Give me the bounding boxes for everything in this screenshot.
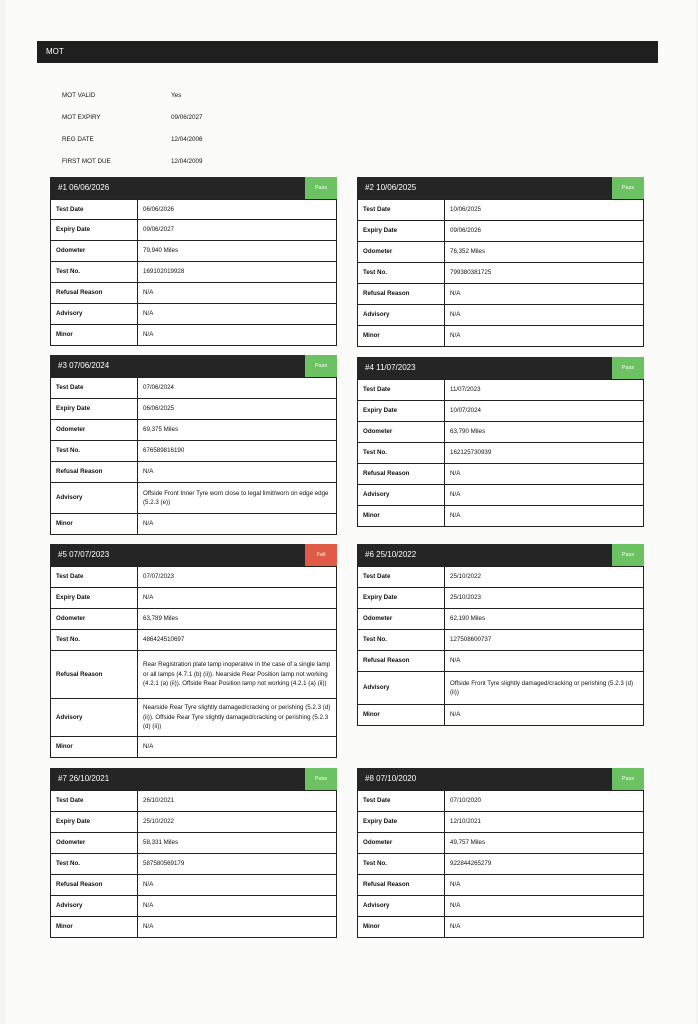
- field-label: Advisory: [358, 672, 445, 705]
- mot-test-title: #2 10/06/2025: [365, 183, 417, 192]
- summary-label: FIRST MOT DUE: [62, 157, 111, 165]
- field-label: Test No.: [358, 630, 445, 651]
- field-label: Expiry Date: [51, 399, 138, 420]
- row-test-date: [358, 567, 644, 588]
- field-value: N/A: [445, 896, 644, 917]
- field-label: Expiry Date: [358, 812, 445, 833]
- mot-test-details-table: [357, 379, 644, 527]
- section-header-mot: [37, 41, 658, 63]
- field-value: N/A: [445, 875, 644, 896]
- field-label: Minor: [358, 705, 445, 726]
- field-value: 11/07/2023: [445, 380, 644, 401]
- field-value: 49,757 Miles: [445, 833, 644, 854]
- field-value: 676589816190: [138, 441, 337, 462]
- row-test-date: [51, 378, 337, 399]
- mot-test-title: #3 07/06/2024: [58, 361, 110, 370]
- mot-test-header: [357, 544, 644, 566]
- field-label: Refusal Reason: [51, 651, 138, 699]
- row-test-date: [51, 791, 337, 812]
- field-label: Advisory: [51, 483, 138, 514]
- row-minor: [358, 506, 644, 527]
- summary-label: MOT VALID: [62, 91, 96, 99]
- row-test-date: [51, 200, 337, 220]
- field-label: Test Date: [358, 791, 445, 812]
- field-label: Minor: [51, 737, 138, 758]
- row-advisory: [51, 896, 337, 917]
- summary-label: REG DATE: [62, 135, 94, 143]
- field-label: Refusal Reason: [51, 283, 138, 304]
- field-value: 06/06/2025: [138, 399, 337, 420]
- row-minor: [358, 917, 644, 938]
- mot-test-header: [50, 177, 337, 199]
- field-label: Refusal Reason: [51, 462, 138, 483]
- row-odometer: [51, 609, 337, 630]
- row-odometer: [358, 833, 644, 854]
- field-label: Test No.: [51, 854, 138, 875]
- field-label: Odometer: [358, 422, 445, 443]
- field-label: Odometer: [358, 833, 445, 854]
- field-value: N/A: [445, 917, 644, 938]
- row-advisory: [51, 699, 337, 737]
- row-minor: [51, 917, 337, 938]
- result-badge: Pass: [305, 177, 337, 199]
- summary-value: Yes: [171, 91, 182, 99]
- field-label: Advisory: [358, 896, 445, 917]
- mot-test-header: [357, 177, 644, 199]
- field-label: Test No.: [358, 263, 445, 284]
- row-odometer: [51, 833, 337, 854]
- row-refusal-reason: [358, 875, 644, 896]
- result-badge: Pass: [305, 355, 337, 377]
- row-test-date: [358, 791, 644, 812]
- field-value: 922844265279: [445, 854, 644, 875]
- field-label: Test Date: [51, 378, 138, 399]
- field-value: N/A: [445, 485, 644, 506]
- row-odometer: [358, 609, 644, 630]
- row-test-date: [51, 567, 337, 588]
- field-value: 62,190 Miles: [445, 609, 644, 630]
- summary-value: 12/04/2006: [171, 135, 203, 143]
- summary-row-mot-valid: [56, 84, 316, 106]
- row-expiry-date: [358, 812, 644, 833]
- field-value: Offside Front Inner Tyre worn close to legal limit/worn on edge edge (5.2.3 (e)): [138, 483, 337, 514]
- field-label: Test Date: [51, 791, 138, 812]
- field-value: N/A: [138, 875, 337, 896]
- field-label: Advisory: [51, 896, 138, 917]
- field-value: N/A: [445, 705, 644, 726]
- field-value: 25/10/2023: [445, 588, 644, 609]
- mot-test-title: #6 25/10/2022: [365, 550, 417, 559]
- result-badge: Pass: [612, 768, 644, 790]
- field-value: 63,790 Miles: [445, 422, 644, 443]
- mot-test-header: [50, 768, 337, 790]
- field-value: 06/06/2026: [138, 200, 337, 220]
- field-value: 58,331 Miles: [138, 833, 337, 854]
- row-minor: [358, 326, 644, 347]
- field-label: Minor: [358, 506, 445, 527]
- field-value: N/A: [138, 514, 337, 535]
- row-advisory: [51, 483, 337, 514]
- field-label: Advisory: [51, 304, 138, 325]
- row-refusal-reason: [358, 651, 644, 672]
- field-label: Expiry Date: [51, 220, 138, 241]
- mot-test-card: [50, 544, 337, 758]
- mot-test-title: #8 07/10/2020: [365, 774, 417, 783]
- mot-test-details-table: [357, 199, 644, 347]
- field-label: Test No.: [51, 630, 138, 651]
- row-expiry-date: [358, 588, 644, 609]
- row-advisory: [358, 485, 644, 506]
- row-test-date: [358, 200, 644, 221]
- row-advisory: [358, 305, 644, 326]
- summary-row-mot-expiry: [56, 106, 316, 128]
- mot-test-card: [50, 355, 337, 535]
- field-label: Minor: [51, 514, 138, 535]
- field-value: N/A: [138, 283, 337, 304]
- field-label: Test No.: [51, 441, 138, 462]
- result-badge: Fail: [305, 544, 337, 566]
- row-test-no: [51, 854, 337, 875]
- section-title: MOT: [46, 47, 64, 56]
- mot-test-card: [357, 768, 644, 938]
- field-value: N/A: [138, 462, 337, 483]
- result-badge: Pass: [612, 177, 644, 199]
- field-label: Expiry Date: [358, 221, 445, 242]
- mot-test-details-table: [50, 199, 337, 346]
- row-test-no: [358, 854, 644, 875]
- row-expiry-date: [51, 812, 337, 833]
- field-label: Refusal Reason: [358, 651, 445, 672]
- field-value: N/A: [138, 325, 337, 346]
- row-minor: [358, 705, 644, 726]
- field-value: 587580569179: [138, 854, 337, 875]
- field-label: Odometer: [51, 609, 138, 630]
- field-value: N/A: [138, 304, 337, 325]
- field-value: 79,940 Miles: [138, 241, 337, 262]
- field-value: 26/10/2021: [138, 791, 337, 812]
- row-odometer: [358, 242, 644, 263]
- row-expiry-date: [51, 399, 337, 420]
- row-refusal-reason: [358, 284, 644, 305]
- field-value: N/A: [138, 917, 337, 938]
- field-value: 799380381725: [445, 263, 644, 284]
- row-advisory: [51, 304, 337, 325]
- field-value: 10/07/2024: [445, 401, 644, 422]
- field-label: Minor: [358, 326, 445, 347]
- field-label: Minor: [51, 325, 138, 346]
- row-test-no: [358, 443, 644, 464]
- row-odometer: [358, 422, 644, 443]
- field-label: Expiry Date: [51, 588, 138, 609]
- mot-test-details-table: [357, 566, 644, 726]
- field-value: N/A: [445, 464, 644, 485]
- row-expiry-date: [51, 220, 337, 241]
- summary-label: MOT EXPIRY: [62, 113, 101, 121]
- mot-test-card: [357, 544, 644, 726]
- field-value: 25/10/2022: [445, 567, 644, 588]
- field-label: Expiry Date: [358, 401, 445, 422]
- row-test-no: [51, 262, 337, 283]
- field-value: N/A: [445, 305, 644, 326]
- field-label: Test Date: [51, 567, 138, 588]
- field-value: Nearside Rear Tyre slightly damaged/cracking or perishing (5.2.3 (d) (ii)). Offside Rear Tyre slightly damaged/cracking or perishing (5.2.3 (d) (ii)): [138, 699, 337, 737]
- row-advisory: [358, 896, 644, 917]
- row-test-no: [51, 441, 337, 462]
- field-label: Test Date: [358, 567, 445, 588]
- summary-row-first-mot-due: [56, 150, 316, 172]
- field-label: Refusal Reason: [358, 284, 445, 305]
- field-label: Expiry Date: [358, 588, 445, 609]
- mot-test-card: [357, 177, 644, 347]
- mot-test-title: #1 06/06/2026: [58, 183, 110, 192]
- field-label: Minor: [358, 917, 445, 938]
- field-value: 10/06/2025: [445, 200, 644, 221]
- row-test-no: [358, 263, 644, 284]
- summary-value: 09/06/2027: [171, 113, 203, 121]
- field-value: N/A: [138, 737, 337, 758]
- row-minor: [51, 737, 337, 758]
- summary-value: 12/04/2009: [171, 157, 203, 165]
- field-label: Test Date: [358, 200, 445, 221]
- row-minor: [51, 325, 337, 346]
- mot-test-card: [357, 357, 644, 527]
- field-value: Offside Front Tyre slightly damaged/cracking or perishing (5.2.3 (d) (ii)): [445, 672, 644, 705]
- row-refusal-reason: [51, 462, 337, 483]
- field-label: Advisory: [358, 485, 445, 506]
- mot-test-card: [50, 177, 337, 346]
- mot-test-header: [357, 768, 644, 790]
- mot-summary-table: [56, 84, 316, 172]
- mot-test-details-table: [50, 566, 337, 758]
- mot-test-details-table: [50, 377, 337, 535]
- row-expiry-date: [51, 588, 337, 609]
- mot-test-title: #4 11/07/2023: [365, 363, 416, 372]
- field-label: Refusal Reason: [358, 875, 445, 896]
- row-test-no: [51, 630, 337, 651]
- field-value: 76,352 Miles: [445, 242, 644, 263]
- mot-test-title: #5 07/07/2023: [58, 550, 110, 559]
- field-value: N/A: [138, 896, 337, 917]
- field-label: Odometer: [51, 241, 138, 262]
- field-value: 09/06/2027: [138, 220, 337, 241]
- field-label: Test Date: [51, 200, 138, 220]
- field-value: 169102019928: [138, 262, 337, 283]
- result-badge: Pass: [612, 357, 644, 379]
- field-value: Rear Registration plate lamp inoperative in the case of a single lamp or all lamps (4.7.1 (b) (ii)). Nearside Rear Position lamp not working (4.2.1 (a) (ii)). Offside Rear Position lamp not working (4.2.1 (a) (ii)): [138, 651, 337, 699]
- row-refusal-reason: [51, 283, 337, 304]
- field-value: N/A: [445, 326, 644, 347]
- field-label: Refusal Reason: [358, 464, 445, 485]
- mot-test-details-table: [50, 790, 337, 938]
- row-odometer: [51, 241, 337, 262]
- field-value: 63,789 Miles: [138, 609, 337, 630]
- field-label: Test Date: [358, 380, 445, 401]
- row-expiry-date: [358, 221, 644, 242]
- field-value: 486424510697: [138, 630, 337, 651]
- row-refusal-reason: [51, 651, 337, 699]
- field-label: Expiry Date: [51, 812, 138, 833]
- field-value: N/A: [445, 506, 644, 527]
- field-label: Test No.: [51, 262, 138, 283]
- field-label: Odometer: [51, 420, 138, 441]
- field-value: 127508600737: [445, 630, 644, 651]
- field-value: 69,375 Miles: [138, 420, 337, 441]
- row-odometer: [51, 420, 337, 441]
- mot-test-title: #7 26/10/2021: [58, 774, 110, 783]
- field-label: Advisory: [51, 699, 138, 737]
- field-value: N/A: [138, 588, 337, 609]
- mot-test-details-table: [357, 790, 644, 938]
- row-refusal-reason: [51, 875, 337, 896]
- row-test-date: [358, 380, 644, 401]
- field-label: Minor: [51, 917, 138, 938]
- mot-test-header: [357, 357, 644, 379]
- result-badge: Pass: [612, 544, 644, 566]
- row-test-no: [358, 630, 644, 651]
- field-value: 07/06/2024: [138, 378, 337, 399]
- field-label: Odometer: [358, 242, 445, 263]
- field-label: Odometer: [51, 833, 138, 854]
- field-label: Test No.: [358, 443, 445, 464]
- field-value: 07/10/2020: [445, 791, 644, 812]
- field-value: N/A: [445, 284, 644, 305]
- field-value: 162125730939: [445, 443, 644, 464]
- row-expiry-date: [358, 401, 644, 422]
- field-label: Refusal Reason: [51, 875, 138, 896]
- result-badge: Pass: [305, 768, 337, 790]
- mot-test-card: [50, 768, 337, 938]
- row-advisory: [358, 672, 644, 705]
- field-value: N/A: [445, 651, 644, 672]
- field-label: Advisory: [358, 305, 445, 326]
- row-minor: [51, 514, 337, 535]
- field-value: 07/07/2023: [138, 567, 337, 588]
- mot-test-header: [50, 355, 337, 377]
- row-refusal-reason: [358, 464, 644, 485]
- field-label: Test No.: [358, 854, 445, 875]
- mot-test-header: [50, 544, 337, 566]
- field-value: 09/06/2026: [445, 221, 644, 242]
- field-value: 25/10/2022: [138, 812, 337, 833]
- field-value: 12/10/2021: [445, 812, 644, 833]
- field-label: Odometer: [358, 609, 445, 630]
- summary-row-reg-date: [56, 128, 316, 150]
